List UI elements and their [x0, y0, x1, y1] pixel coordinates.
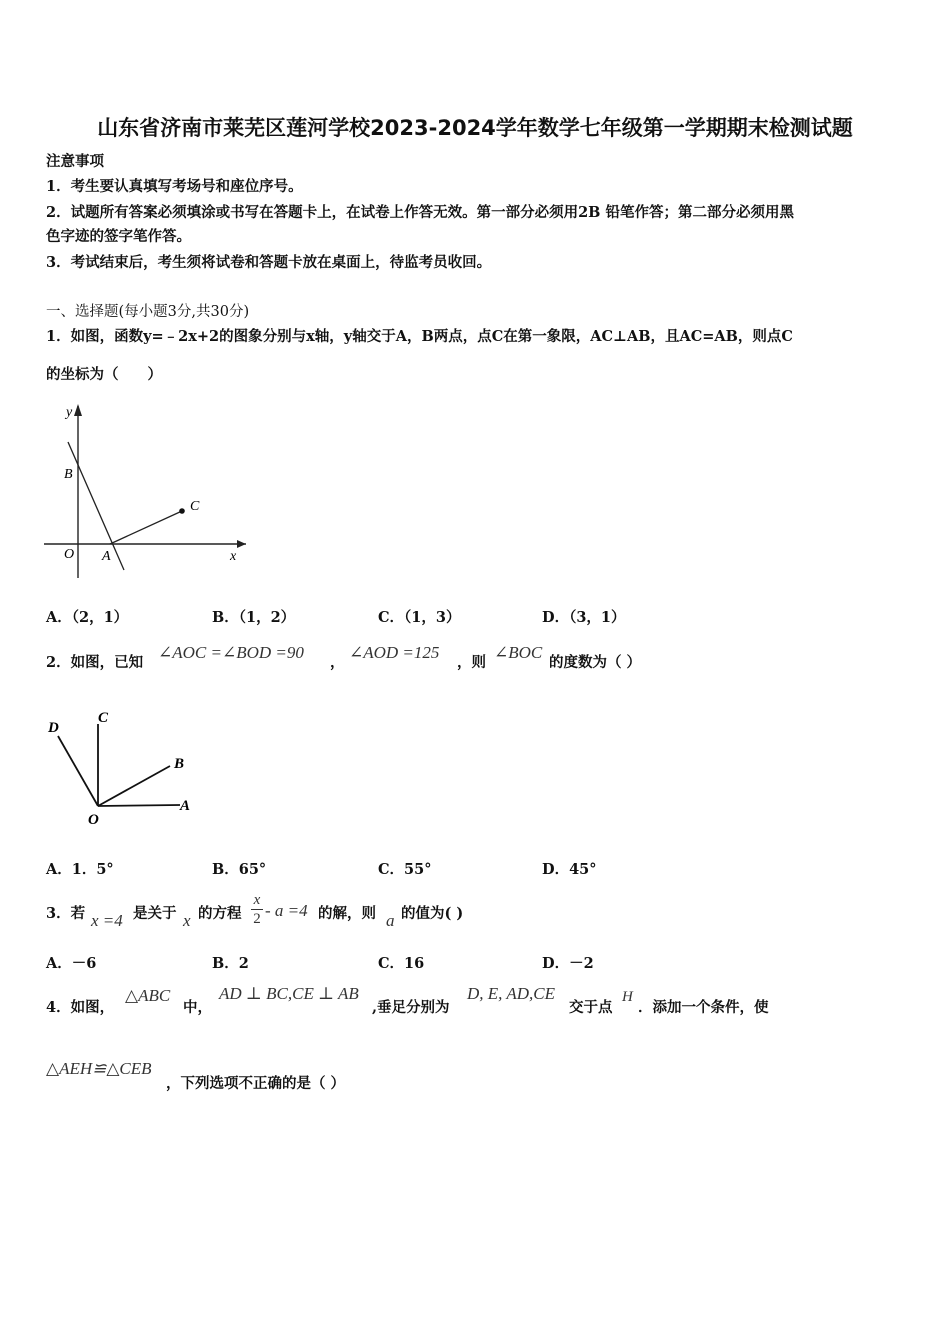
ray-ob [98, 766, 170, 806]
option-d[interactable]: D．－2 [542, 955, 594, 972]
notice-item: 2．试题所有答案必须填涂或书写在答题卡上，在试卷上作答无效。第一部分必须用2B 铅笔作答；第二部分必须用黑 [46, 204, 794, 221]
ray-od [58, 736, 98, 806]
question-1-text-cont: 的坐标为（ ） [46, 366, 162, 383]
notice-item: 1．考生要认真填写考场号和座位序号。 [46, 178, 303, 195]
fraction-numerator: x [253, 892, 261, 908]
question-3-suffix: 的值为( ) [401, 905, 464, 922]
y-axis-arrow [74, 404, 82, 416]
label-a: A [180, 798, 191, 814]
label-b: B [64, 467, 73, 482]
notice-heading: 注意事项 [46, 153, 104, 170]
question-4-math-3: D, E, AD,CE [467, 984, 555, 1003]
option-a[interactable]: A．－6 [46, 955, 97, 972]
question-1-text: 1．如图，函数y=﹣2x+2的图象分别与x轴，y轴交于A，B两点，点C在第一象限，AC⊥AB，且AC=AB，则点C [46, 328, 793, 345]
point-c [179, 508, 185, 514]
label-y: y [66, 405, 73, 420]
question-3-math-2: x [183, 911, 191, 930]
question-2-math-1: ∠AOC =∠BOD =90 [158, 643, 304, 662]
fraction-denominator: 2 [253, 911, 261, 927]
x-axis-arrow [237, 540, 246, 548]
segment-ac [110, 511, 182, 544]
question-3-math-3: - a =4 [265, 901, 308, 920]
notice-item: 色字迹的签字笔作答。 [46, 228, 191, 245]
label-d: D [48, 720, 59, 736]
label-c: C [98, 710, 109, 726]
question-3-math-4: a [386, 911, 395, 930]
question-2-math-2: ∠AOD =125 [349, 643, 440, 662]
label-a: A [102, 549, 111, 564]
section-heading: 一、选择题(每小题3分,共30分) [46, 304, 250, 320]
option-c[interactable]: C．（1，3） [378, 609, 461, 626]
question-4-t1: 中， [183, 999, 212, 1016]
question-3-prefix: 3．若 [46, 905, 86, 922]
notice-item: 3．考试结束后，考生须将试卷和答题卡放在桌面上，待监考员收回。 [46, 254, 492, 271]
question-2-prefix: 2．如图，已知 [46, 654, 144, 671]
label-x: x [230, 549, 237, 564]
fraction-bar [251, 909, 263, 910]
question-2-mid: ，则 [457, 654, 486, 671]
option-b[interactable]: B．（1，2） [212, 609, 296, 626]
option-a[interactable]: A．（2，1） [46, 609, 129, 626]
question-4-prefix: 4．如图， [46, 999, 115, 1016]
label-b: B [174, 756, 185, 772]
line-ab [68, 442, 124, 570]
option-c[interactable]: C．16 [378, 955, 425, 972]
question-3-t2: 的方程 [198, 905, 242, 922]
question-3-math-1: x =4 [91, 911, 123, 930]
question-4-math-5: △AEH≌△CEB [46, 1059, 152, 1078]
question-1-figure [40, 398, 255, 588]
question-2-figure [40, 700, 210, 835]
question-4-math-2: AD ⊥ BC,CE ⊥ AB [219, 984, 359, 1003]
option-b[interactable]: B．2 [212, 955, 249, 972]
question-4-t2: ,垂足分别为 [372, 999, 450, 1016]
question-2-math-3: ∠BOC [494, 643, 543, 662]
question-4-t4: ．添加一个条件，使 [638, 999, 769, 1016]
option-d[interactable]: D．（3，1） [542, 609, 626, 626]
question-3-fraction [250, 892, 264, 927]
option-a[interactable]: A．1．5° [46, 861, 114, 878]
question-4-math-4: H [622, 989, 633, 1005]
question-2-sep: ， [330, 654, 345, 671]
question-4-t3: 交于点 [569, 999, 613, 1016]
question-4-suffix: ，下列选项不正确的是（ ） [166, 1075, 346, 1092]
question-3-t3: 的解，则 [318, 905, 376, 922]
ray-oa [98, 805, 180, 806]
option-b[interactable]: B．65° [212, 861, 267, 878]
question-3-t1: 是关于 [133, 905, 177, 922]
option-d[interactable]: D．45° [542, 861, 597, 878]
option-c[interactable]: C．55° [378, 861, 432, 878]
question-4-math-1: △ABC [125, 986, 171, 1005]
label-o: O [88, 812, 99, 828]
label-c: C [190, 499, 200, 514]
question-2-suffix: 的度数为（ ） [549, 654, 642, 671]
page-title: 山东省济南市莱芜区莲河学校2023-2024学年数学七年级第一学期期末检测试题 [97, 116, 853, 140]
label-o: O [64, 547, 75, 562]
